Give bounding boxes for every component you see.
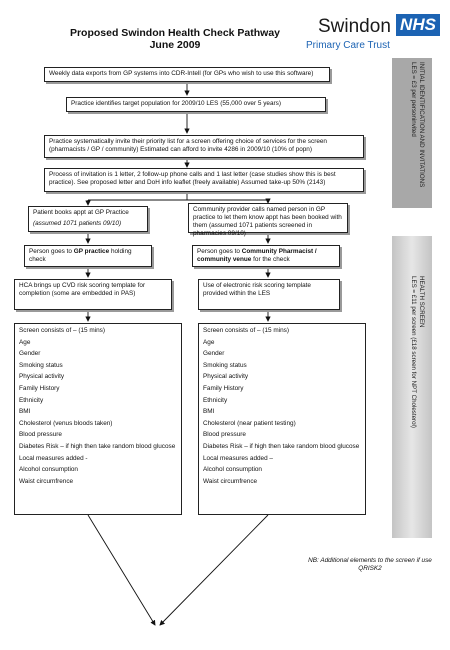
patient-books-assumption: (assumed 1071 patients 09/10) (33, 220, 122, 227)
list-item: Blood pressure (203, 431, 246, 439)
community-check-box (192, 245, 340, 267)
qrisk-note: NB: Additional elements to the screen if use QRISK2 (308, 557, 432, 572)
community-check-bold: Community Pharmacist / community venue (197, 248, 317, 263)
patient-books-text: Patient books appt at GP Practice (33, 209, 129, 216)
list-item: Blood pressure (19, 431, 62, 439)
list-item: Alcohol consumption (203, 466, 262, 474)
logo-word: Swindon (318, 16, 391, 37)
community-provider-calls-box (188, 203, 348, 237)
identification-sidebar-fee: LES = £3 per personinvited (410, 62, 417, 137)
list-item: Cholesterol (venus bloods taken) (19, 419, 113, 427)
list-item: Diabetes Risk – if high then take random blood glucose (203, 442, 360, 450)
identification-sidebar-title: INITIAL IDENTIFICATION AND INVITATIONS (418, 62, 425, 188)
weekly-exports-text: Weekly data exports from GP systems into CDR-Intell (for GPs who wish to use this software) (49, 70, 314, 77)
weekly-exports-box (44, 67, 330, 82)
list-item: Waist circumfrence (203, 477, 258, 485)
list-item: Gender (19, 350, 41, 358)
community-check-post: for the check (251, 256, 290, 263)
gp-holding-pre: Person goes to (29, 248, 74, 255)
list-item: Age (19, 338, 31, 346)
hca-template-text: HCA brings up CVD risk scoring template for completion (some are embedded in PAS) (19, 282, 146, 297)
community-screen-box (198, 323, 366, 515)
invitation-process-text: Process of invitation is 1 letter, 2 follow-up phone calls and 1 last letter (case studies show this is best practice). See proposed letter and DoH info leaflet (freely available) Assumed take-up 50% (2143) (49, 171, 336, 186)
gp-holding-post: holding check (29, 248, 132, 263)
list-item: BMI (19, 408, 31, 416)
community-provider-calls-text: Community provider calls named person in GP practice to let them know appt has been booked with them (assumed 1071 patients screened in pharmacies 09/10) (193, 206, 342, 237)
patient-books-box (28, 206, 148, 232)
health-screen-sidebar-fee: LES = £11 per screen (£18 screen for NPT Cholesterol) (410, 276, 417, 428)
list-item: Physical activity (203, 373, 249, 381)
list-item: Alcohol consumption (19, 466, 78, 474)
list-item: Smoking status (19, 361, 63, 369)
gp-holding-bold: GP practice (73, 248, 110, 255)
list-item: Local measures added - (19, 454, 88, 462)
list-item: Cholesterol (near patient testing) (203, 419, 296, 427)
invite-priority-box (44, 135, 364, 158)
invite-priority-text: Practice systematically invite their priority list for a screen offering choice of services for the screen (pharmacists / GP / community) Estimated can afford to invite 4286 in 2009/10 (10% of popn) (49, 138, 327, 153)
community-screen-heading: Screen consists of – (15 mins) (203, 327, 289, 334)
community-check-pre: Person goes to (197, 248, 242, 255)
list-item: Physical activity (19, 373, 65, 381)
list-item: Family History (19, 384, 60, 392)
logo-subtitle: Primary Care Trust (306, 40, 390, 51)
invitation-process-box (44, 168, 364, 192)
gp-holding-check-box (24, 245, 152, 267)
nhs-logo: NHS (396, 14, 440, 36)
list-item: Diabetes Risk – if high then take random blood glucose (19, 442, 176, 450)
list-item: Smoking status (203, 361, 247, 369)
list-item: Waist circumfrence (19, 477, 74, 485)
identifies-population-box (66, 97, 326, 112)
list-item: Ethnicity (19, 396, 44, 404)
list-item: Family History (203, 384, 244, 392)
list-item: Local measures added – (203, 454, 273, 462)
list-item: Age (203, 338, 215, 346)
electronic-template-box (198, 279, 340, 310)
list-item: Gender (203, 350, 225, 358)
hca-template-box (14, 279, 172, 310)
gp-screen-box (14, 323, 182, 515)
list-item: Ethnicity (203, 396, 228, 404)
health-screen-sidebar-title: HEALTH SCREEN (418, 276, 425, 328)
identification-sidebar (392, 58, 432, 208)
title-line-2: June 2009 (149, 39, 201, 51)
electronic-template-text: Use of electronic risk scoring template provided within the LES (203, 282, 311, 297)
gp-screen-heading: Screen consists of – (15 mins) (19, 327, 105, 334)
identifies-population-text: Practice identifies target population for 2009/10 LES (55,000 over 5 years) (71, 100, 281, 107)
list-item: BMI (203, 408, 215, 416)
title-line-1: Proposed Swindon Health Check Pathway (69, 27, 281, 39)
health-screen-sidebar (392, 236, 432, 538)
